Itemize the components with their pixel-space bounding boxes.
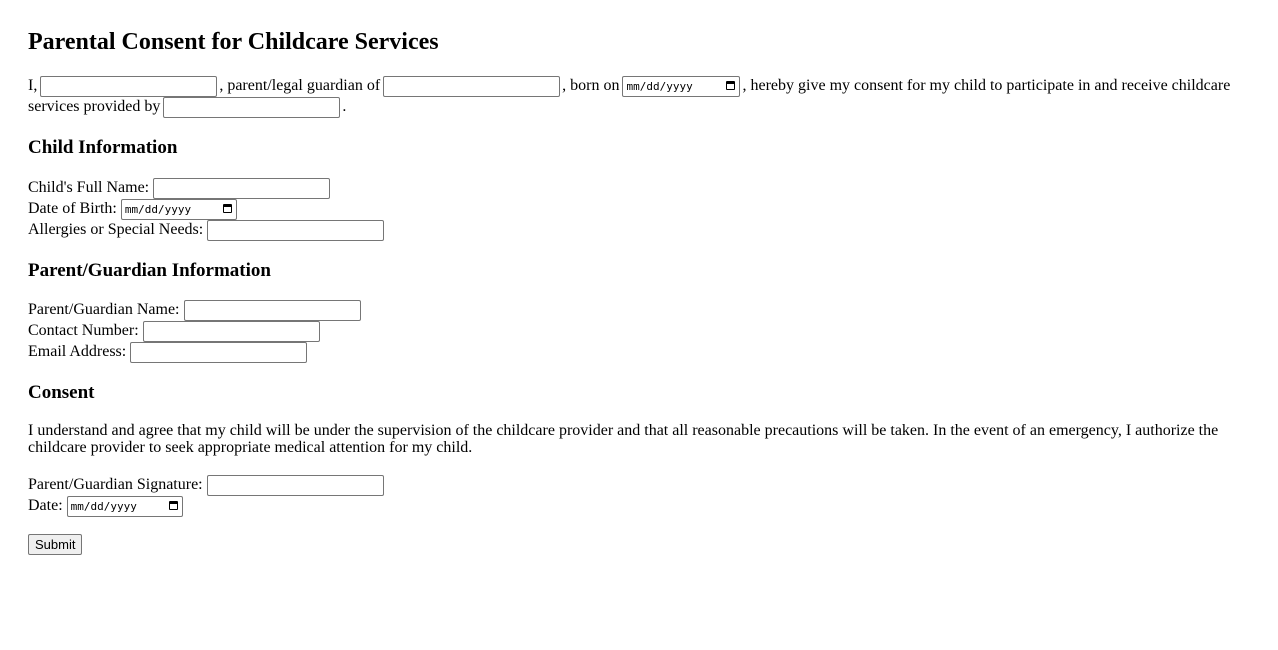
provider-name-inline-input[interactable] (163, 97, 340, 118)
allergies-input[interactable] (207, 220, 384, 241)
contact-number-row (28, 320, 322, 341)
intro-text-6: . (342, 98, 347, 115)
child-dob-input[interactable] (121, 199, 237, 220)
intro-line-2 (28, 96, 346, 117)
contact-number-input[interactable] (143, 321, 320, 342)
intro-line-1 (28, 75, 1230, 96)
calendar-icon[interactable] (223, 204, 232, 213)
child-dob-inline-input[interactable] (622, 76, 740, 97)
consent-date-input[interactable] (67, 496, 183, 517)
signature-input[interactable] (207, 475, 384, 496)
calendar-icon[interactable] (169, 501, 178, 510)
child-full-name-label: Child's Full Name: (28, 179, 150, 196)
intro-text-5: services provided by (28, 98, 161, 115)
consent-date-row (28, 495, 185, 516)
child-dob-row (28, 198, 239, 219)
intro-text-2: , parent/legal guardian of (219, 77, 381, 94)
email-row (28, 341, 309, 362)
child-full-name-input[interactable] (153, 178, 330, 199)
submit-button[interactable]: Submit (28, 534, 82, 555)
email-label: Email Address: (28, 343, 127, 360)
parent-name-label: Parent/Guardian Name: (28, 301, 180, 318)
email-input[interactable] (130, 342, 307, 363)
child-full-name-row (28, 177, 332, 198)
date-placeholder: mm/dd/yyyy (626, 79, 693, 93)
contact-number-label: Contact Number: (28, 322, 139, 339)
intro-text-3: , born on (562, 77, 620, 94)
signature-row (28, 474, 386, 495)
allergies-label: Allergies or Special Needs: (28, 221, 204, 238)
consent-heading: Consent (28, 382, 95, 403)
guardian-name-inline-input[interactable] (40, 76, 217, 97)
signature-label: Parent/Guardian Signature: (28, 476, 203, 493)
intro-text-4: , hereby give my consent for my child to participate in and receive childcare (742, 77, 1231, 94)
consent-date-label: Date: (28, 497, 63, 514)
child-name-inline-input[interactable] (383, 76, 560, 97)
intro-text-1: I, (28, 77, 38, 94)
allergies-row (28, 219, 386, 240)
parent-name-row (28, 299, 363, 320)
date-placeholder: mm/dd/yyyy (124, 202, 192, 216)
date-placeholder: mm/dd/yyyy (70, 499, 137, 513)
child-info-heading: Child Information (28, 137, 178, 158)
calendar-icon[interactable] (726, 81, 735, 90)
page-title: Parental Consent for Childcare Services (28, 29, 439, 55)
parent-name-input[interactable] (184, 300, 361, 321)
parent-info-heading: Parent/Guardian Information (28, 260, 271, 281)
consent-text: I understand and agree that my child will be under the supervision of the childcare provider and that all reasonable precautions will be taken. In the event of an emergency, I authorize the childcare provider to seek appropriate medical attention for my child. (28, 422, 1219, 456)
child-dob-label: Date of Birth: (28, 200, 117, 217)
